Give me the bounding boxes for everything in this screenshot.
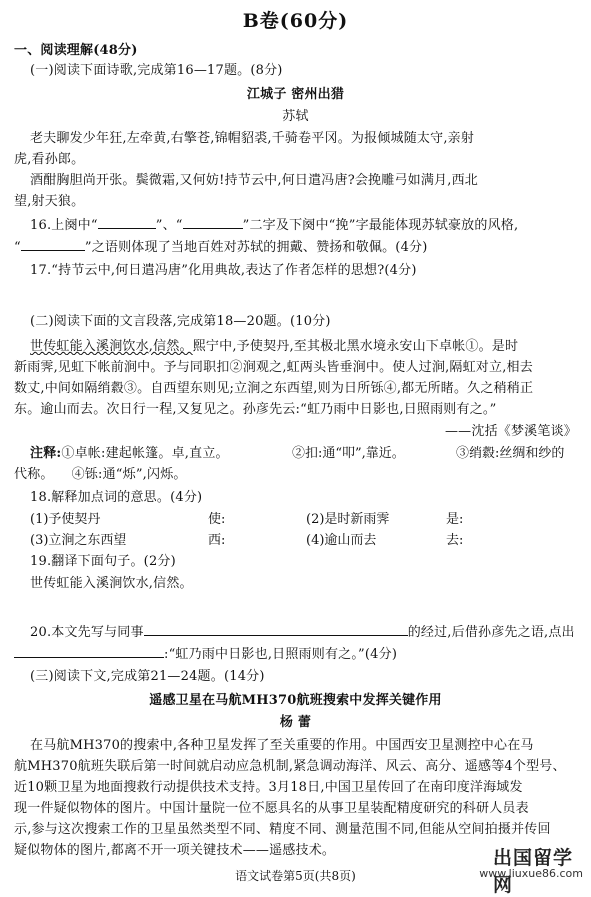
question-16 <box>30 216 579 234</box>
watermark-url: www.liuxue86.com <box>479 867 583 880</box>
classical-text-line: 东。逾山而去。次日行一程,又复见之。孙彦先云:“虹乃雨中日影也,日照雨则有之。” <box>14 402 497 417</box>
text-source: ——沈括《梦溪笔谈》 <box>444 424 577 439</box>
question-16-part: 16.上阕中“ <box>30 218 98 233</box>
watermark-logo <box>479 843 585 896</box>
text-segment: 熙宁中,予使契丹,至其极北黑水境永安山下卓帐①。是时 <box>192 339 519 354</box>
question-18-item: (4)逾山而去 <box>306 533 377 548</box>
annotation: ①卓帐:建起帐篷。卓,直立。 <box>61 446 229 461</box>
poem-line: 老夫聊发少年狂,左牵黄,右擎苍,锦帽貂裘,千骑卷平冈。为报倾城随太守,亲射 <box>30 131 475 146</box>
classical-text-line: 数丈,中间如隔绡縠③。自西望东则见;立涧之东西望,则为日所铄④,都无所睹。久之稍稍正 <box>14 381 534 396</box>
question-20-part: 的经过,后借孙彦先之语,点出 <box>407 625 575 640</box>
question-20-part: 20.本文先写与同事 <box>30 625 144 640</box>
annotation: ④铄:通“烁”,闪烁。 <box>71 467 187 482</box>
classical-text-line <box>30 338 579 355</box>
annotation-label: 注释: <box>30 446 62 461</box>
question-18-item: (1)予使契丹 <box>30 512 101 527</box>
question-20-continued <box>14 645 579 663</box>
question-16-part: ”二字及下阕中“挽”字最能体现苏轼豪放的风格, <box>242 218 519 233</box>
question-20 <box>30 623 579 641</box>
question-18-answer[interactable]: 西: <box>208 533 226 548</box>
question-16-part: ”、“ <box>155 218 183 233</box>
article-line: 疑似物体的图片,都离不开一项关键技术——遥感技术。 <box>14 843 336 858</box>
question-18-answer[interactable]: 使: <box>208 512 226 527</box>
answer-blank[interactable] <box>14 645 164 658</box>
answer-blank[interactable] <box>183 216 243 229</box>
question-18: 18.解释加点词的意思。(4分) <box>30 490 203 505</box>
annotation: ②扣:通“叩”,靠近。 <box>292 446 405 461</box>
poem-line: 望,射天狼。 <box>14 194 85 209</box>
question-18-item: (2)是时新雨霁 <box>306 512 390 527</box>
article-title: 遥感卫星在马航MH370航班搜索中发挥关键作用 <box>149 693 442 708</box>
annotation-line <box>14 466 579 483</box>
question-16-part: ”之语则体现了当地百姓对苏轼的拥戴、赞扬和敬佩。(4分) <box>84 240 428 255</box>
article-author: 杨 蕾 <box>279 715 312 730</box>
annotation: 代称。 <box>14 467 54 482</box>
question-18-item: (3)立涧之东西望 <box>30 533 127 548</box>
article-line: 航MH370航班失联后第一时间就启动应急机制,紧急调动海洋、风云、高分、遥感等4个型号、 <box>14 759 566 774</box>
question-19: 19.翻译下面句子。(2分) <box>30 554 176 569</box>
poem-line: 虎,看孙郎。 <box>14 152 85 167</box>
answer-blank[interactable] <box>21 238 85 251</box>
question-17: 17.“持节云中,何日遣冯唐”化用典故,表达了作者怎样的思想?(4分) <box>30 263 417 278</box>
part-three-instruction: (三)阅读下文,完成第21—24题。(14分) <box>30 669 265 684</box>
page-footer: 语文试卷第5页(共8页) <box>235 869 356 883</box>
answer-blank[interactable] <box>144 623 408 636</box>
answer-blank[interactable] <box>98 216 156 229</box>
question-20-part: :“虹乃雨中日影也,日照雨则有之。”(4分) <box>164 647 398 662</box>
part-two-instruction: (二)阅读下面的文言段落,完成第18—20题。(10分) <box>30 314 331 329</box>
question-18-answer[interactable]: 去: <box>446 533 464 548</box>
page-title: B卷(60分) <box>242 10 349 32</box>
question-16-part: “ <box>14 240 21 255</box>
poem-title: 江城子 密州出猎 <box>246 87 345 102</box>
watermark-text: 出国留学网 <box>493 847 574 896</box>
poem-line: 酒酣胸胆尚开张。鬓微霜,又何妨!持节云中,何日遣冯唐?会挽雕弓如满月,西北 <box>30 173 478 188</box>
article-line: 近10颗卫星为地面搜救行动提供技术支持。3月18日,中国卫星传回了在南印度洋海域发 <box>14 780 523 795</box>
article-line: 在马航MH370的搜索中,各种卫星发挥了至关重要的作用。中国西安卫星测控中心在马 <box>30 738 534 753</box>
question-19-sentence: 世传虹能入溪涧饮水,信然。 <box>30 576 193 591</box>
article-line: 示,参与这次搜索工作的卫星虽然类型不同、精度不同、测量范围不同,但能从空间拍摄并传回 <box>14 822 551 837</box>
part-one-instruction: (一)阅读下面诗歌,完成第16—17题。(8分) <box>30 63 283 78</box>
question-16-continued <box>14 238 579 256</box>
question-18-answer[interactable]: 是: <box>446 512 464 527</box>
poem-author: 苏轼 <box>282 109 309 124</box>
annotation: ③绡縠:丝绸和纱的 <box>456 446 565 461</box>
underlined-sentence: 世传虹能入溪涧饮水,信然。 <box>30 339 193 354</box>
section-heading: 一、阅读理解(48分) <box>14 43 138 58</box>
classical-text-line: 新雨霁,见虹下帐前涧中。予与同职扣②涧观之,虹两头皆垂涧中。使人过涧,隔虹对立,相去 <box>14 360 533 375</box>
article-line: 现一件疑似物体的图片。中国计量院一位不愿具名的从事卫星装配精度研究的科研人员表 <box>14 801 529 816</box>
